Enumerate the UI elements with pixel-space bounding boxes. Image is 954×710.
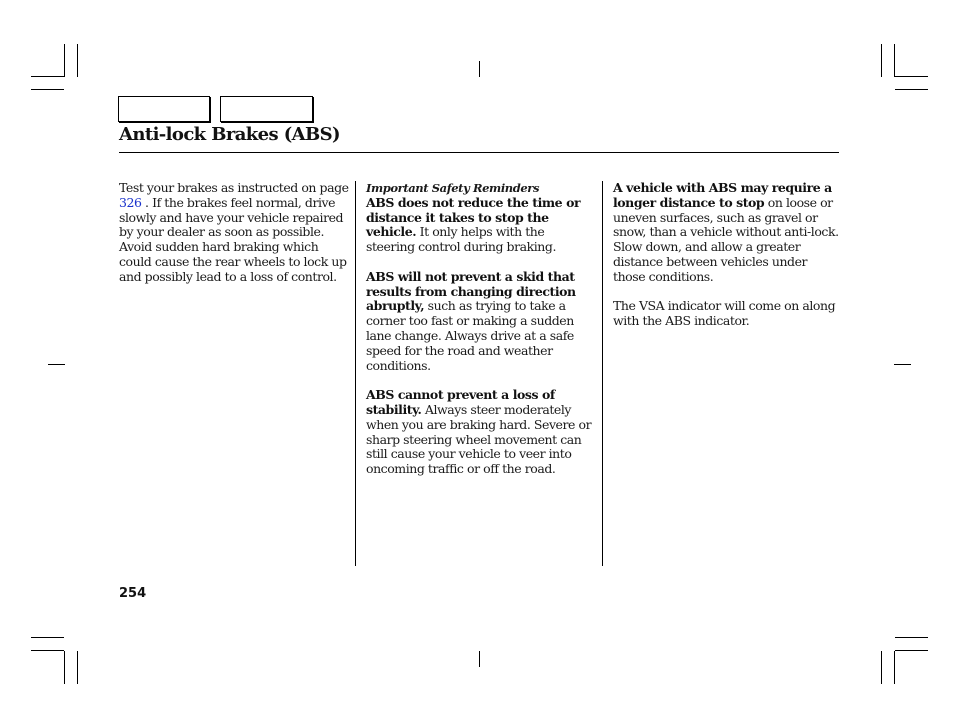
paragraph [613,299,841,329]
column-1 [119,181,351,299]
crop-mark [881,44,882,77]
crop-mark [895,637,928,638]
column-2 [366,181,594,492]
crop-mark [895,650,928,651]
column-3 [613,181,841,344]
paragraph [119,181,351,285]
crop-mark [77,651,78,684]
center-mark-top [479,61,480,77]
center-mark-right [894,364,911,365]
paragraph-text: Test your brakes as instructed on page [119,180,349,195]
paragraph [613,181,841,285]
section-subheading: Important Safety Reminders [366,181,540,195]
crop-mark [881,651,882,684]
page-title: Anti-lock Brakes (ABS) [119,124,340,145]
paragraph-text: . If the brakes feel normal, drive slowly and have your vehicle repaired by your dealer as soon as possible. Avoid sudden hard braking which could cause the rear wheels to lock up and possibly lead to a loss of control. [119,194,347,284]
paragraph [366,270,594,374]
crop-mark [64,44,65,77]
paragraph-text: such as trying to take a corner too fast or making a sudden lane change. Always drive at a safe speed for the road and weather conditions. [366,298,574,373]
crop-mark [31,76,64,77]
title-rule [119,152,839,153]
paragraph-text: It only helps with the steering control during braking. [366,224,556,255]
paragraph [366,196,594,255]
nav-button-previous[interactable] [118,96,210,122]
paragraph [366,388,594,477]
paragraph-text: Always steer moderately when you are braking hard. Severe or sharp steering wheel movement can still cause your vehicle to veer into oncoming traffic or off the road. [366,401,592,477]
center-mark-left [48,364,65,365]
crop-mark [64,651,65,684]
crop-mark [894,44,895,77]
crop-mark [77,44,78,77]
page-reference-link[interactable]: 326 [119,194,142,210]
paragraph-text: on loose or uneven surfaces, such as gravel or snow, than a vehicle without anti-lock. Slow down, and allow a greater distance between vehicles under those conditions. [613,194,839,284]
paragraph-bold: A vehicle with ABS may require a longer distance to stop [613,180,832,210]
crop-mark [894,651,895,684]
column-divider [355,181,356,566]
crop-mark [895,89,928,90]
crop-mark [31,89,64,90]
crop-mark [895,76,928,77]
paragraph-text: The VSA indicator will come on along with the ABS indicator. [613,298,836,329]
column-divider [602,181,603,566]
page-number: 254 [119,586,147,601]
nav-button-next[interactable] [220,96,313,122]
crop-mark [31,637,64,638]
paragraph-bold: ABS will not prevent a skid that results from changing direction abruptly, [366,268,576,314]
paragraph-bold: ABS cannot prevent a loss of stability. [366,387,555,417]
center-mark-bottom [479,651,480,667]
crop-mark [31,650,64,651]
paragraph-bold: ABS does not reduce the time or distance it takes to stop the vehicle. [366,194,581,240]
